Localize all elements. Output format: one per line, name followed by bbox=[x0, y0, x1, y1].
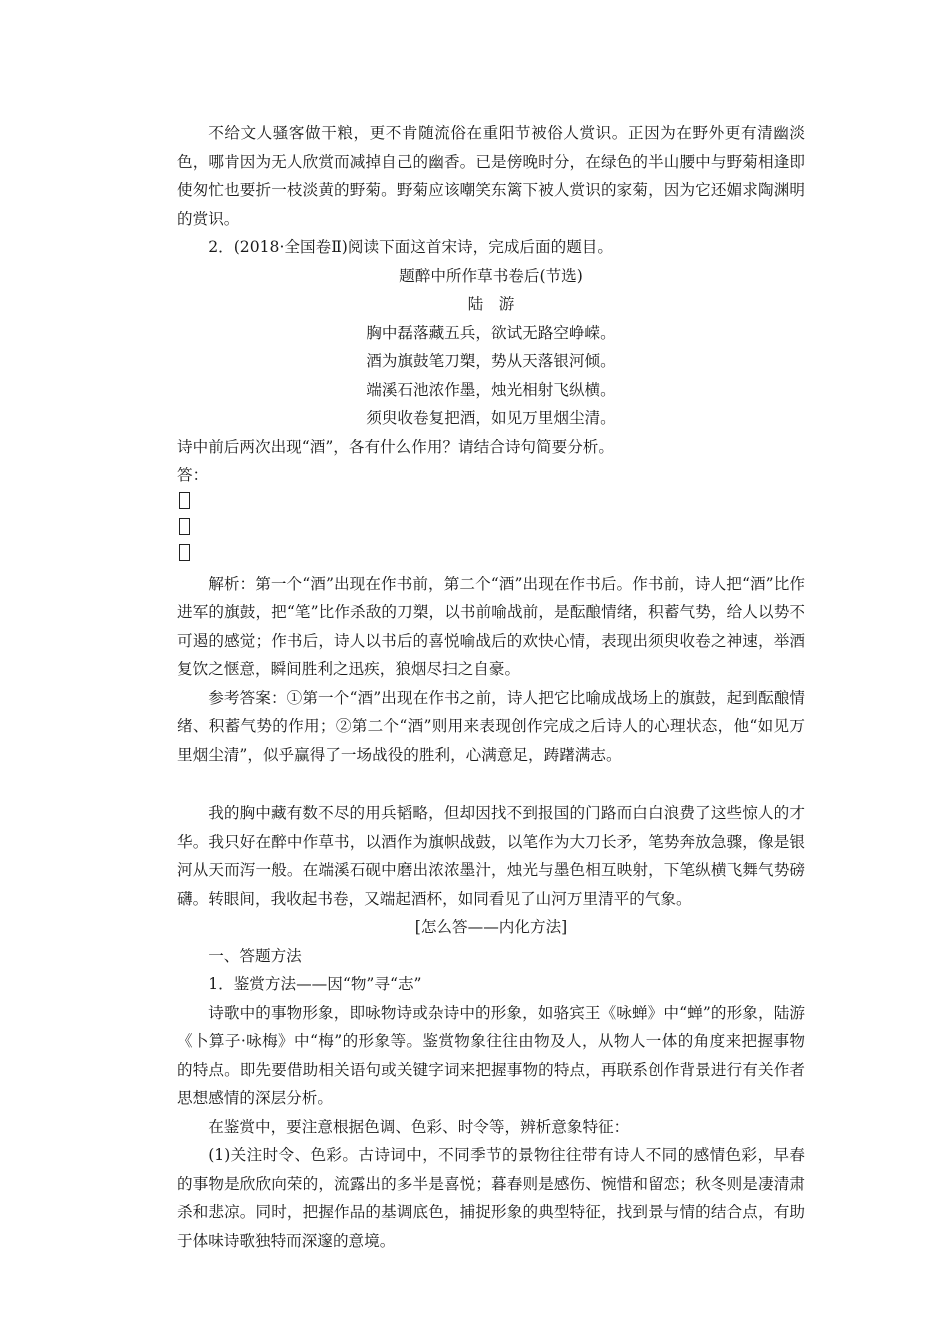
method-header: 一、答题方法 bbox=[208, 946, 302, 965]
question-text: 诗中前后两次出现“酒”，各有什么作用？请结合诗句简要分析。 bbox=[177, 437, 614, 456]
poem-line: 须臾收卷复把酒，如见万里烟尘清。 bbox=[366, 409, 616, 427]
poem-line: 胸中磊落藏五兵，欲试无路空峥嵘。 bbox=[366, 323, 616, 342]
answer-blank-box[interactable] bbox=[179, 544, 190, 561]
method-1-title: 1．鉴赏方法——因“物”寻“志” bbox=[208, 975, 422, 993]
question-header: 2．(2018·全国卷Ⅱ)阅读下面这首宋诗，完成后面的题目。 bbox=[208, 238, 613, 256]
translation-paragraph: 我的胸中藏有数不尽的用兵韬略，但却因找不到报国的门路而白白浪费了这些惊人的才华。我只好在醉中作草书，以酒作为旗帜战鼓，以笔作为大刀长矛，笔势奔放急骤，像是银河从天而泻一般。在端溪石砚中磨出浓浓墨汁，烛光与墨色相互映射，下笔纵横飞舞气势磅礴。转眼间，我收起书卷，又端起酒杯，如同看见了山河万里清平的气象。 bbox=[177, 804, 805, 908]
poem-author: 陆 游 bbox=[467, 295, 515, 313]
poem-line: 酒为旗鼓笔刀槊，势从天落银河倾。 bbox=[366, 352, 616, 370]
answer-blanks bbox=[177, 492, 805, 561]
intro-paragraph: 不给文人骚客做干粮，更不肯随流俗在重阳节被俗人赏识。正因为在野外更有清幽淡色，哪肯因为无人欣赏而减掉自己的幽香。已是傍晚时分，在绿色的半山腰中与野菊相逢即使匆忙也要折一枝淡黄的野菊。野菊应该嘲笑东篱下被人赏识的家菊，因为它还媚求陶渊明的赏识。 bbox=[177, 124, 805, 228]
spacer bbox=[177, 769, 805, 799]
answer-label: 答： bbox=[177, 466, 209, 484]
point-1-paragraph: (1)关注时令、色彩。古诗词中，不同季节的景物往往带有诗人不同的感情色彩，早春的事物是欣欣向荣的，流露出的多半是喜悦；暮春则是感伤、惋惜和留恋；秋冬则是凄清肃杀和悲凉。同时，把握作品的基调底色，捕捉形象的典型特征，找到景与情的结合点，有助于体味诗歌独特而深邃的意境。 bbox=[177, 1146, 805, 1250]
document-page bbox=[177, 119, 805, 1255]
reference-answer: 参考答案：①第一个“酒”出现在作书之前，诗人把它比喻成战场上的旗鼓，起到酝酿情绪、积蓄气势的作用；②第二个“酒”则用来表现创作完成之后诗人的心理状态，他“如见万里烟尘清”，似乎赢得了一场战役的胜利，心满意足，踌躇满志。 bbox=[177, 688, 805, 764]
answer-blank-box[interactable] bbox=[179, 518, 190, 535]
poem-title: 题醉中所作草书卷后(节选) bbox=[399, 266, 583, 285]
section-title: [怎么答——内化方法] bbox=[414, 918, 568, 936]
poem-line: 端溪石池浓作墨，烛光相射飞纵横。 bbox=[366, 380, 616, 399]
method-1-description: 诗歌中的事物形象，即咏物诗或杂诗中的形象，如骆宾王《咏蝉》中“蝉”的形象，陆游《卜算子·咏梅》中“梅”的形象等。鉴赏物象往往由物及人，从物人一体的角度来把握事物的特点。即先要借助相关语句或关键字词来把握事物的特点，再联系创作背景进行有关作者思想感情的深层分析。 bbox=[177, 1003, 805, 1107]
analysis-paragraph: 解析：第一个“酒”出现在作书前，第二个“酒”出现在作书后。作书前，诗人把“酒”比作进军的旗鼓，把“笔”比作杀敌的刀槊，以书前喻战前，是酝酿情绪，积蓄气势，给人以势不可遏的感觉；作书后，诗人以书后的喜悦喻战后的欢快心情，表现出须臾收卷之神速，举酒复饮之惬意，瞬间胜利之迅疾，狼烟尽扫之自豪。 bbox=[177, 574, 805, 678]
method-1-note: 在鉴赏中，要注意根据色调、色彩、时令等，辨析意象特征： bbox=[208, 1117, 630, 1136]
answer-blank-box[interactable] bbox=[179, 492, 190, 509]
